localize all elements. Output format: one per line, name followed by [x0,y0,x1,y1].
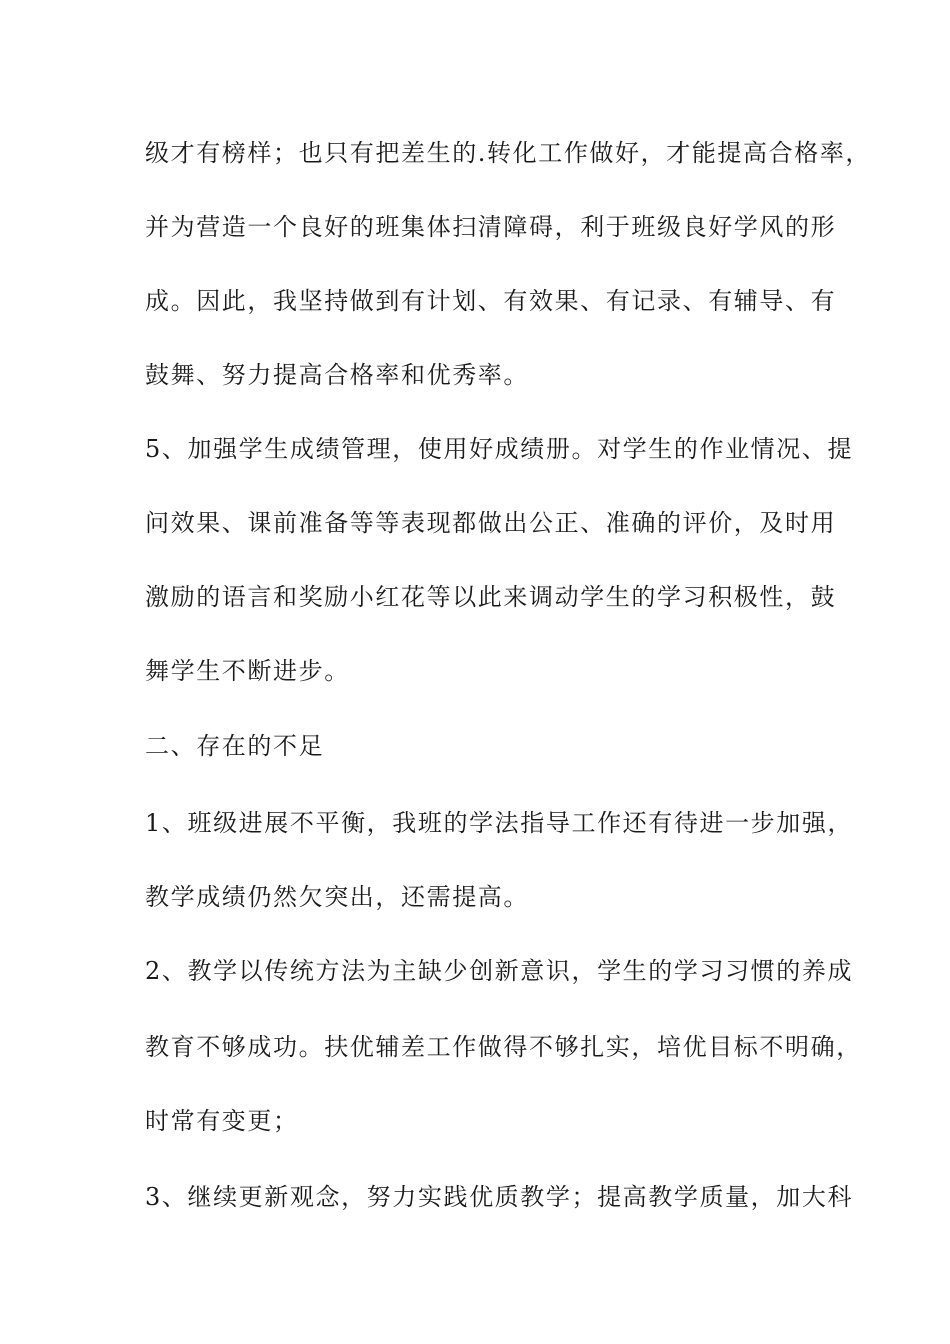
text-line: 舞学生不断进步。 [145,657,350,685]
text-line: 时常有变更； [145,1107,299,1135]
text-line: 激励的语言和奖励小红花等以此来调动学生的学习积极性，鼓 [145,583,837,611]
text-line: 教育不够成功。扶优辅差工作做得不够扎实，培优目标不明确， [145,1033,862,1061]
section-heading: 二、存在的不足 [145,732,325,760]
text-line: 2、教学以传统方法为主缺少创新意识，学生的学习习惯的养成 [145,957,854,985]
text-line: 3、继续更新观念，努力实践优质教学；提高教学质量，加大科 [145,1183,854,1211]
text-line: 并为营造一个良好的班集体扫清障碍，利于班级良好学风的形 [145,213,837,241]
text-line: 教学成绩仍然欠突出，还需提高。 [145,883,529,911]
text-line: 问效果、课前准备等等表现都做出公正、准确的评价，及时用 [145,509,837,537]
text-line: 鼓舞、努力提高合格率和优秀率。 [145,361,529,389]
text-line: 5、加强学生成绩管理，使用好成绩册。对学生的作业情况、提 [145,435,854,463]
text-line: 成。因此，我坚持做到有计划、有效果、有记录、有辅导、有 [145,287,837,315]
text-line: 级才有榜样；也只有把差生的.转化工作做好，才能提高合格率， [145,139,872,167]
text-line: 1、班级进展不平衡，我班的学法指导工作还有待进一步加强， [145,809,854,837]
